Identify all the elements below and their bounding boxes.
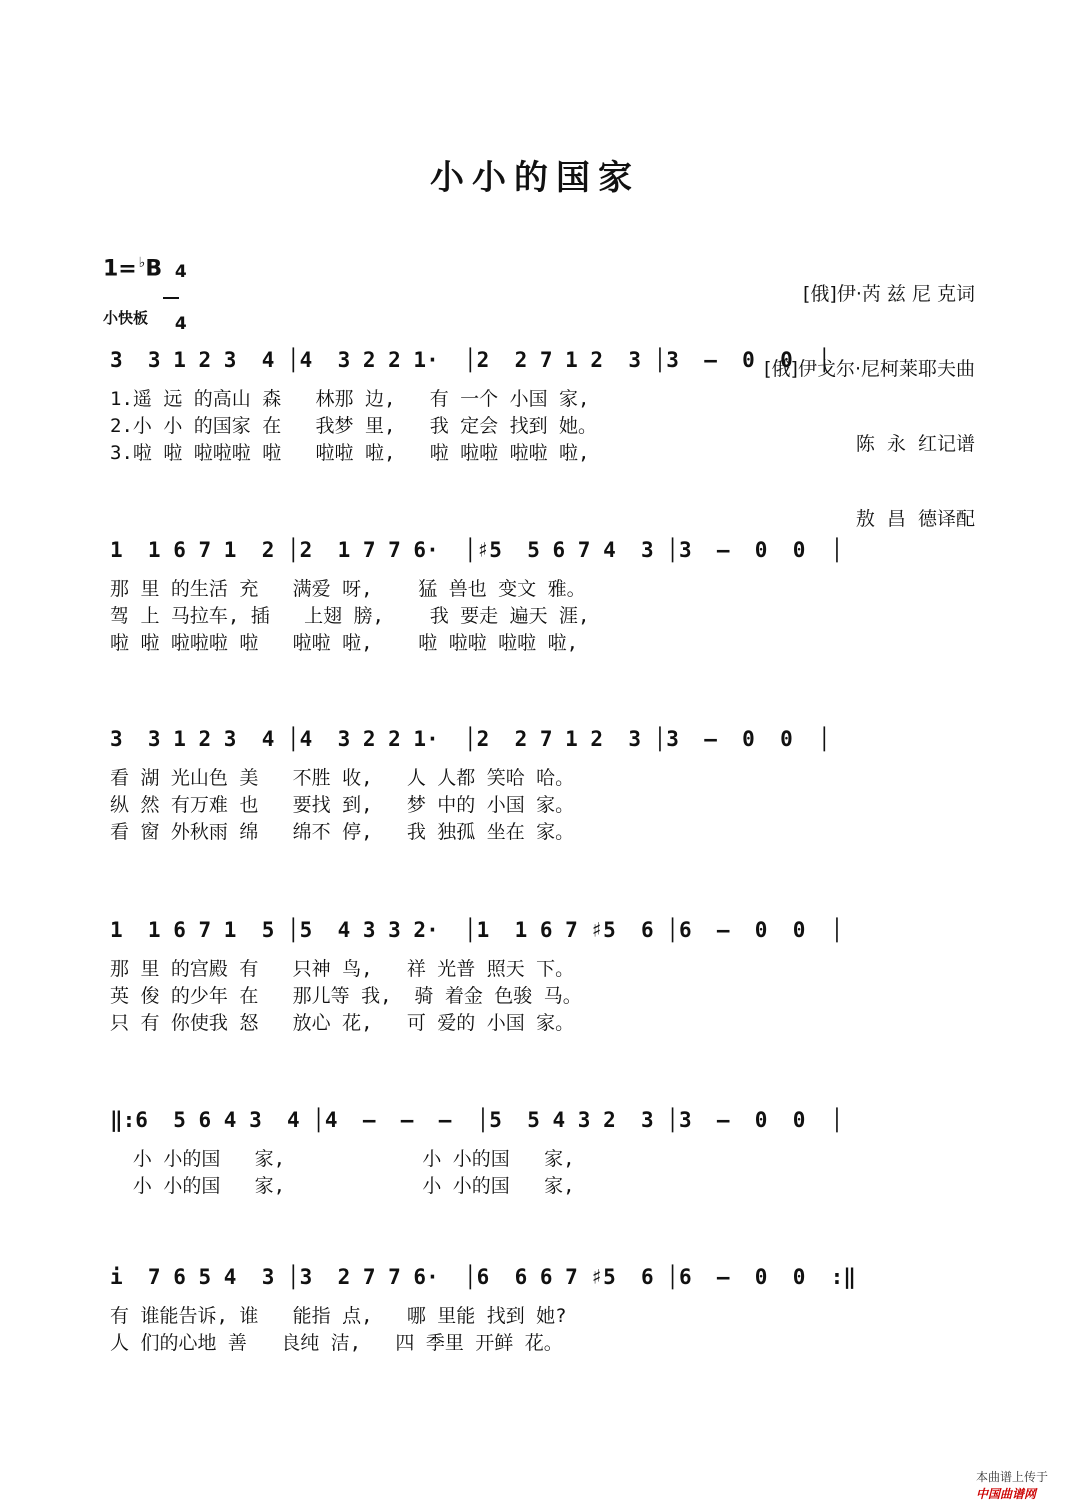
notation-line: 1 1 6 7 1 5 │5 4 3 3 2· │1 1 6 7 ♯5 6 │6 – 0 0 │ <box>110 918 844 942</box>
lyric-verse-3: 看 窗 外秋雨 绵 绵不 停, 我 独孤 坐在 家。 <box>110 821 575 843</box>
lyrics-block <box>110 386 980 467</box>
lyric-verse-1: 小 小的国 家, 小 小的国 家, <box>110 1148 575 1170</box>
notation-line: ‖:6 5 6 4 3 4 │4 – – – │5 5 4 3 2 3 │3 – 0 0 │ <box>110 1108 844 1132</box>
song-title: 小小的国家 <box>430 158 640 198</box>
score-system-1 <box>110 348 980 467</box>
lyrics-block <box>110 576 980 657</box>
lyric-verse-1: 那 里 的宫殿 有 只神 鸟, 祥 光普 照天 下。 <box>110 958 575 980</box>
time-bottom: 4 <box>174 314 187 334</box>
time-top: 4 <box>174 262 187 282</box>
flat-symbol: ♭ <box>138 255 146 271</box>
lyric-verse-1: 1.遥 远 的高山 森 林那 边, 有 一个 小国 家, <box>110 388 590 410</box>
score-system-2 <box>110 538 980 657</box>
credit-composer: [俄]伊戈尔·尼柯莱耶夫曲 <box>764 358 975 380</box>
notation-line: 1 1 6 7 1 2 │2 1 7 7 6· │♯5 5 6 7 4 3 │3 – 0 0 │ <box>110 538 844 562</box>
lyric-verse-2: 英 俊 的少年 在 那儿等 我, 骑 着金 色骏 马。 <box>110 985 582 1007</box>
lyrics-block <box>110 765 980 846</box>
footer-brand-logo[interactable]: 中国曲谱网 <box>975 1487 1036 1501</box>
score-system-6 <box>110 1265 980 1357</box>
credit-transcriber: 陈 永 红记谱 <box>855 433 975 455</box>
time-signature <box>163 248 187 332</box>
notation-line: i 7 6 5 4 3 │3 2 7 7 6· │6 6 6 7 ♯5 6 │6 – 0 0 :‖ <box>110 1265 856 1289</box>
key-note: B <box>145 256 163 282</box>
score-system-3 <box>110 727 980 846</box>
lyric-verse-3: 3.啦 啦 啦啦啦 啦 啦啦 啦, 啦 啦啦 啦啦 啦, <box>110 442 590 464</box>
notation-line: 3 3 1 2 3 4 │4 3 2 2 1· │2 2 7 1 2 3 │3 – 0 0 │ <box>110 727 831 751</box>
notation-line: 3 3 1 2 3 4 │4 3 2 2 1· │2 2 7 1 2 3 │3 – 0 0 │ <box>110 348 831 372</box>
time-divider <box>163 297 179 299</box>
key-signature: 1= ♭B <box>103 255 163 282</box>
credit-lyricist: [俄]伊·芮 兹 尼 克词 <box>803 283 975 305</box>
lyric-verse-2: 纵 然 有万难 也 要找 到, 梦 中的 小国 家。 <box>110 794 575 816</box>
lyric-verse-1: 看 湖 光山色 美 不胜 收, 人 人都 笑哈 哈。 <box>110 767 575 789</box>
tempo-marking: 小快板 <box>103 309 149 327</box>
credit-translator: 敖 昌 德译配 <box>855 508 975 530</box>
footer-credit <box>968 1454 1048 1502</box>
score-system-5 <box>110 1108 980 1200</box>
lyric-verse-1: 那 里 的生活 充 满爱 呀, 猛 兽也 变文 雅。 <box>110 578 586 600</box>
lyric-verse-2: 人 们的心地 善 良纯 洁, 四 季里 开鲜 花。 <box>110 1332 563 1354</box>
lyric-verse-2: 驾 上 马拉车, 插 上翅 膀, 我 要走 遍天 涯, <box>110 605 590 627</box>
lyrics-block <box>110 1303 980 1357</box>
footer-text: 本曲谱上传于 <box>975 1470 1048 1484</box>
lyric-verse-3: 只 有 你使我 怒 放心 花, 可 爱的 小国 家。 <box>110 1012 575 1034</box>
lyric-verse-2: 2.小 小 的国家 在 我梦 里, 我 定会 找到 她。 <box>110 415 598 437</box>
lyric-verse-1: 有 谁能告诉, 谁 能指 点, 哪 里能 找到 她? <box>110 1305 567 1327</box>
lyric-verse-3: 啦 啦 啦啦啦 啦 啦啦 啦, 啦 啦啦 啦啦 啦, <box>110 632 579 654</box>
lyrics-block <box>110 1146 980 1200</box>
lyric-verse-2: 小 小的国 家, 小 小的国 家, <box>110 1175 575 1197</box>
lyrics-block <box>110 956 980 1037</box>
score-system-4 <box>110 918 980 1037</box>
